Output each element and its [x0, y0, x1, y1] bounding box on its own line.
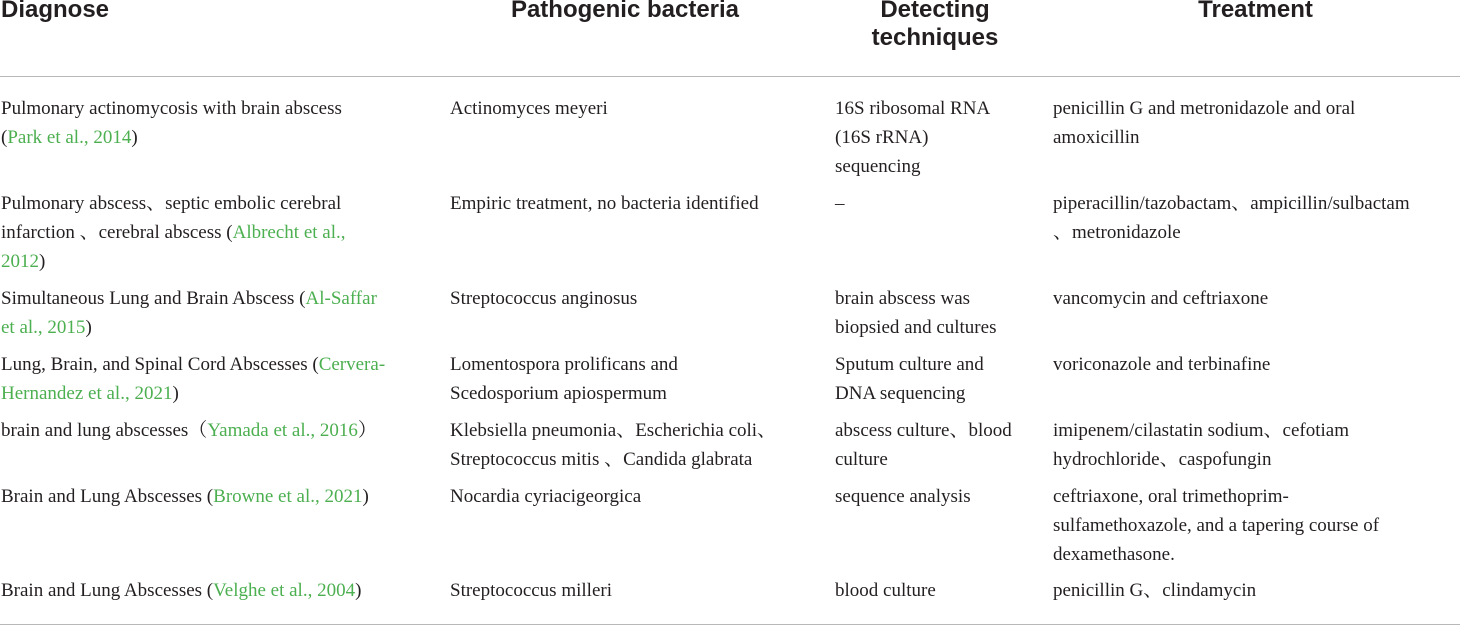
citation-link[interactable]: Hernandez et al., 2021 [1, 383, 173, 404]
header-divider [0, 76, 1460, 77]
table-row-2-detecting: – [835, 193, 845, 214]
citation-link[interactable]: Cervera- [318, 354, 386, 375]
citation-link[interactable]: 2012 [1, 251, 39, 272]
citation-link[interactable]: et al., 2015 [1, 317, 86, 338]
citation-link[interactable]: Albrecht et al., [232, 222, 346, 243]
header-diagnose: Diagnose [1, 0, 110, 23]
table-row-1-diagnose: Pulmonary actinomycosis with brain abscess (Park et al., 2014) [1, 98, 342, 148]
header-detecting-line2: techniques [871, 24, 999, 51]
table-row-4-detecting: Sputum culture and DNA sequencing [835, 354, 984, 404]
table-row-5-treatment: imipenem/cilastatin sodium、cefotiam hydrochloride、caspofungin [1053, 420, 1350, 470]
table-row-3-bacteria: Streptococcus anginosus [450, 288, 638, 309]
citation-link[interactable]: Velghe et al., 2004 [213, 580, 356, 601]
table-row-1-detecting: 16S ribosomal RNA (16S rRNA) sequencing [835, 98, 991, 177]
citation-link[interactable]: Browne et al., 2021 [213, 486, 363, 507]
table-row-7-detecting: blood culture [835, 580, 936, 601]
citation-link[interactable]: Park et al., 2014 [7, 127, 132, 148]
table-row-3-treatment: vancomycin and ceftriaxone [1053, 288, 1269, 309]
table-row-6-treatment: ceftriaxone, oral trimethoprim- sulfamethoxazole, and a tapering course of dexamethasone. [1053, 486, 1380, 565]
table-row-4-treatment: voriconazole and terbinafine [1053, 354, 1271, 375]
table-row-3-diagnose: Simultaneous Lung and Brain Abscess (Al-Saffar et al., 2015) [1, 288, 377, 338]
table-row-7-diagnose: Brain and Lung Abscesses (Velghe et al., 2004) [1, 580, 362, 601]
table-row-2-bacteria: Empiric treatment, no bacteria identified [450, 193, 759, 214]
table-row-5-bacteria: Klebsiella pneumonia、Escherichia coli、 Streptococcus mitis 、Candida glabrata [450, 420, 777, 470]
header-detecting-line1: Detecting [880, 0, 990, 23]
table-row-5-diagnose: brain and lung abscesses（Yamada et al., 2016） [1, 420, 377, 441]
table-bottom-rule [0, 624, 1460, 625]
table-row-6-diagnose: Brain and Lung Abscesses (Browne et al., 2021) [1, 486, 369, 507]
header-treatment: Treatment [1198, 0, 1313, 23]
table-row-6-detecting: sequence analysis [835, 486, 971, 507]
table-row-4-bacteria: Lomentospora prolificans and Scedosporium apiospermum [450, 354, 678, 404]
table-row-2-treatment: piperacillin/tazobactam、ampicillin/sulbactam 、metronidazole [1053, 193, 1410, 243]
citation-link[interactable]: Yamada et al., 2016 [207, 420, 358, 441]
table-row-1-treatment: penicillin G and metronidazole and oral amoxicillin [1053, 98, 1356, 148]
table-row-4-diagnose: Lung, Brain, and Spinal Cord Abscesses (Cervera- Hernandez et al., 2021) [1, 354, 386, 404]
table-row-5-detecting: abscess culture、blood culture [835, 420, 1012, 470]
table-row-7-treatment: penicillin G、clindamycin [1053, 580, 1257, 601]
table-row-1-bacteria: Actinomyces meyeri [450, 98, 608, 119]
table-row-3-detecting: brain abscess was biopsied and cultures [835, 288, 997, 338]
header-detecting-techniques [830, 0, 1040, 52]
citation-link[interactable]: Al-Saffar [305, 288, 377, 309]
header-pathogenic-bacteria: Pathogenic bacteria [510, 0, 740, 23]
table-row-6-bacteria: Nocardia cyriacigeorgica [450, 486, 642, 507]
table-row-7-bacteria: Streptococcus milleri [450, 580, 612, 601]
table-row-2-diagnose: Pulmonary abscess、septic embolic cerebral infarction 、cerebral abscess (Albrecht et al., 2012) [1, 193, 346, 272]
